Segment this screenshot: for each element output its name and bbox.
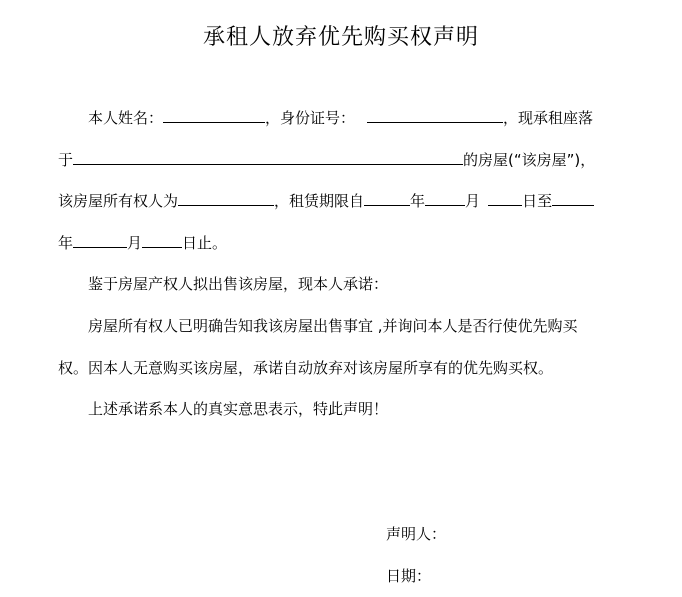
document-title: 承租人放弃优先购买权声明: [202, 25, 479, 50]
id-number-label: ，身份证号：: [265, 109, 356, 127]
owner-blank[interactable]: [178, 190, 274, 206]
lease-term-label: ，租赁期限自: [274, 192, 365, 210]
end-day-label: 日止。: [182, 234, 228, 252]
house-label: 的房屋(“该房屋”)，: [463, 151, 596, 169]
paragraph-1-line-3: [58, 190, 628, 211]
paragraph-3-line-2: 权。因本人无意购买该房屋，承诺自动放弃对该房屋所享有的优先购买权。: [58, 359, 554, 377]
owner-label: 该房屋所有权人为: [58, 192, 179, 210]
end-month-label: 月: [127, 234, 143, 252]
start-day-blank[interactable]: [488, 190, 522, 206]
location-label: ，现承租座落: [503, 109, 594, 127]
start-month-blank[interactable]: [425, 190, 465, 206]
at-label: 于: [58, 151, 74, 169]
name-label: 本人姓名：: [88, 109, 164, 127]
paragraph-1-line-2: [58, 149, 628, 170]
name-blank[interactable]: [163, 107, 265, 123]
declarant-label: 声明人：: [386, 525, 447, 543]
paragraph-2: 鉴于房屋产权人拟出售该房屋，现本人承诺：: [88, 275, 389, 293]
paragraph-1-line-4: [58, 232, 628, 253]
end-year-blank[interactable]: [552, 190, 594, 206]
day-to-label: 日至: [522, 192, 553, 210]
end-day-blank[interactable]: [142, 232, 182, 248]
address-blank[interactable]: [73, 149, 463, 165]
id-number-blank[interactable]: [367, 107, 503, 123]
end-year-label: 年: [58, 234, 74, 252]
paragraph-1-line-1: [88, 107, 628, 128]
year-label: 年: [410, 192, 426, 210]
paragraph-4: 上述承诺系本人的真实意思表示，特此声明！: [88, 400, 389, 418]
paragraph-3-line-1: 房屋所有权人已明确告知我该房屋出售事宜 ,并询问本人是否行使优先购买: [88, 317, 578, 335]
end-month-blank[interactable]: [73, 232, 127, 248]
month-label: 月: [465, 192, 481, 210]
start-year-blank[interactable]: [364, 190, 410, 206]
date-label: 日期：: [386, 567, 432, 585]
